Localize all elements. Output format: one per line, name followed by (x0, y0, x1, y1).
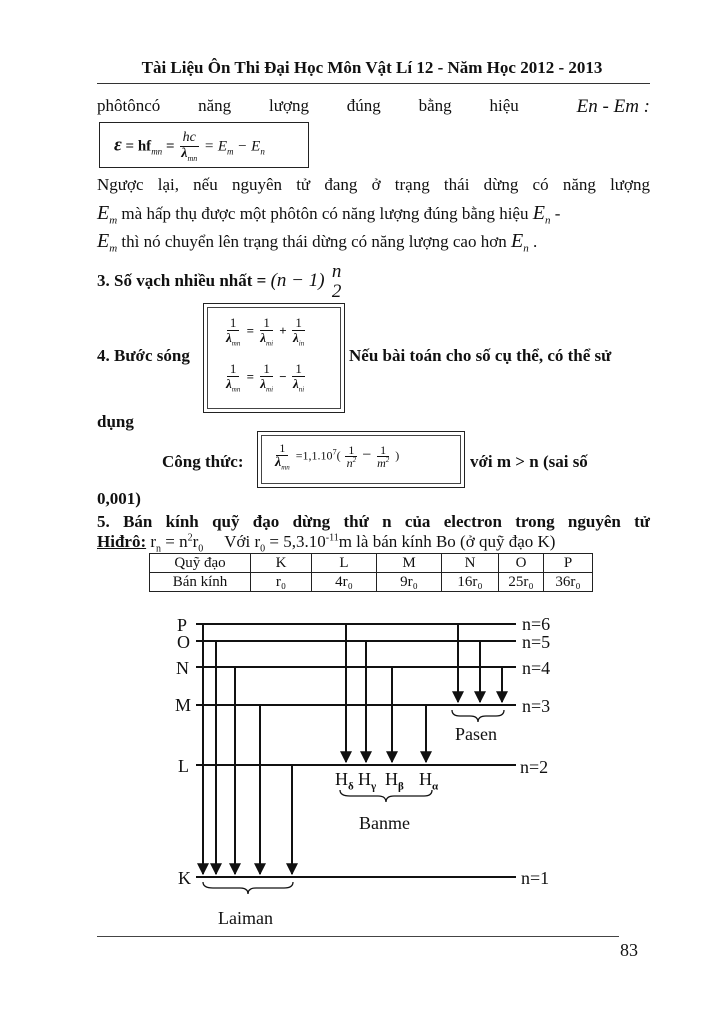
word: bằng (418, 96, 452, 115)
sub: mi (266, 339, 274, 348)
sub: mn (281, 462, 290, 471)
table-cell: O (499, 554, 544, 573)
op: − (279, 368, 287, 384)
level-letter: L (178, 756, 189, 776)
eq2: = (165, 138, 175, 155)
energy-diff: En - Em : (576, 96, 650, 117)
hydro-label: Hiđrô: (97, 532, 147, 551)
table-cell: 9r₀ (377, 573, 442, 592)
minus: − (362, 446, 372, 464)
level-letter: M (175, 695, 192, 715)
photon-energy-formula (114, 131, 265, 163)
sub: n (156, 543, 162, 555)
para2-line3 (97, 230, 650, 254)
page-number: 83 (620, 940, 638, 960)
num: 1 (377, 444, 389, 458)
num: 1 (345, 444, 357, 458)
table-cell: r₀ (251, 573, 312, 592)
sub: δ (348, 780, 354, 793)
formula-cond: với m > n (sai số (470, 452, 588, 471)
sub: n (544, 214, 551, 227)
section3 (97, 262, 344, 302)
r: r (192, 532, 199, 551)
op: + (279, 322, 287, 338)
photon-energy-box (99, 122, 309, 168)
h-line-label (419, 769, 438, 793)
sub: m (109, 242, 118, 255)
paren: ) (395, 448, 400, 463)
sub-n: n (260, 146, 265, 157)
section4-label: 4. Bước sóng (97, 346, 190, 365)
section4-note2: dụng (97, 412, 134, 431)
sub: 0 (198, 543, 204, 555)
num: 1 (276, 442, 288, 456)
formula-label: Công thức: (162, 452, 244, 471)
sub: in (298, 339, 305, 348)
header-rule (97, 83, 650, 84)
level-n: n=3 (522, 696, 551, 716)
level-n: n=4 (522, 658, 551, 678)
page-header: Tài Liệu Ôn Thi Đại Học Môn Vật Lí 12 - Năm Học 2012 - 2013 (141, 58, 603, 77)
text: - (550, 204, 561, 223)
level-letter: K (178, 868, 191, 888)
tail: m là bán kính Bo (ở quỹ đạo K) (338, 532, 556, 551)
rydberg-formula: $\frac{1}{\lambda_{mn}}$ $=1,1.10^7$( $\frac{1}{n^2}$ − $\frac{1}{m^2}$ ) (275, 441, 400, 471)
sub: mn (231, 339, 241, 348)
rydberg-box (257, 431, 465, 488)
wavelength-box (203, 303, 345, 413)
level-n: n=1 (521, 868, 550, 888)
e-symbol: E (510, 230, 524, 252)
epsilon-symbol: ε (114, 134, 122, 156)
section5-title: 5. Bán kính quỹ đạo dừng thứ n của electron trong nguyên tử (97, 512, 650, 531)
coef: =1,1.10 (295, 448, 333, 463)
num: 1 (292, 362, 305, 377)
num: 1 (260, 362, 273, 377)
h-line-label (385, 769, 404, 793)
lyman-brace (203, 882, 293, 894)
para2-line2 (97, 202, 650, 226)
table-row (150, 573, 593, 592)
eq: = n (161, 532, 188, 551)
table-cell: K (251, 554, 312, 573)
word: hiệu (489, 96, 519, 115)
exp: 2 (352, 456, 357, 465)
table-cell: Bán kính (150, 573, 251, 592)
den: n (346, 456, 353, 471)
e-symbol: E (97, 202, 110, 224)
wavelength-inner (207, 307, 341, 409)
sub: α (432, 780, 439, 793)
series-banme: Banme (359, 813, 410, 833)
n-over-2 (329, 262, 345, 302)
minus-e: − E (233, 138, 261, 155)
h: H (358, 769, 371, 789)
exp: 7 (332, 447, 337, 457)
level-n: n=2 (520, 757, 549, 777)
with: Với r (203, 532, 261, 551)
sub: mi (266, 385, 274, 394)
sub: ni (298, 385, 305, 394)
wavelength-formula-1: $\frac{1}{\lambda_{mn}}$ = $\frac{1}{\lambda_{mi}}$ + $\frac{1}{\lambda_{in}}$ (226, 315, 305, 348)
orbit-table (149, 553, 593, 592)
section4-note: Nếu bài toán cho số cụ thể, có thể sử (349, 346, 612, 365)
h: H (419, 769, 432, 789)
sub: mn (231, 385, 241, 394)
sub: 0 (260, 543, 266, 555)
h-line-label (335, 769, 354, 793)
frac-den: 2 (331, 280, 342, 302)
val: = 5,3.10 (265, 532, 326, 551)
table-cell: 36r₀ (544, 573, 593, 592)
table-cell: P (544, 554, 593, 573)
sub-mn: mn (151, 146, 163, 157)
para2-line1: Ngược lại, nếu nguyên tử đang ở trạng thái dừng có năng lượng (97, 175, 650, 194)
rydberg-inner (261, 435, 461, 484)
table-cell: M (377, 554, 442, 573)
word: đúng (346, 96, 381, 115)
table-cell: 25r₀ (499, 573, 544, 592)
table-cell: L (312, 554, 377, 573)
e-symbol: E (97, 230, 110, 252)
wavelength-formula-2: $\frac{1}{\lambda_{mn}}$ = $\frac{1}{\lambda_{mi}}$ − $\frac{1}{\lambda_{ni}}$ (226, 361, 305, 394)
sub: n (523, 242, 529, 255)
line1 (97, 96, 650, 118)
text: thì nó chuyển lên trạng thái dừng có năng lượng cao hơn (117, 232, 511, 251)
h: H (335, 769, 348, 789)
table-cell: Quỹ đạo (150, 554, 251, 573)
level-letter: O (177, 632, 190, 652)
num: 1 (260, 316, 273, 331)
table-row (150, 554, 593, 573)
series-laiman: Laiman (218, 908, 273, 928)
footer-rule (97, 936, 619, 937)
e-symbol: E (532, 202, 545, 224)
hc-text: hc (180, 131, 199, 147)
h: H (385, 769, 398, 789)
sub: β (398, 780, 404, 793)
exp: 2 (385, 456, 390, 465)
level-n: n=6 (522, 614, 551, 634)
hc-over-lambda (178, 131, 200, 163)
table-cell: N (442, 554, 499, 573)
eq1: = hf (125, 138, 152, 155)
num: 1 (227, 316, 240, 331)
level-n: n=5 (522, 632, 551, 652)
table-cell: 4r₀ (312, 573, 377, 592)
level-letter: N (176, 658, 189, 678)
formula-cond2: 0,001) (97, 489, 141, 508)
text: mà hấp thụ được một phôtôn có năng lượng đúng bằng hiệu (117, 204, 533, 223)
sub: γ (371, 780, 377, 793)
h-line-label (358, 769, 376, 793)
sup: 2 (187, 532, 193, 544)
sub-m: m (227, 146, 234, 157)
sub-mn: mn (187, 153, 198, 163)
num: 1 (292, 316, 305, 331)
section5-hydro (97, 532, 555, 554)
num: 1 (227, 362, 240, 377)
series-pasen: Pasen (455, 724, 497, 744)
r: r (150, 532, 157, 551)
lambda-symbol: λ (181, 145, 188, 161)
sup: -11 (325, 532, 339, 544)
text: . (528, 232, 538, 251)
table-cell: 16r₀ (442, 573, 499, 592)
den: m (377, 456, 386, 471)
word: lượng (269, 96, 309, 115)
level-letter: P (177, 615, 188, 635)
word: phôtôncó (97, 96, 161, 115)
sub: m (109, 214, 118, 227)
eq3: = E (204, 138, 228, 155)
paschen-brace (452, 710, 504, 722)
paren: ( (336, 448, 341, 463)
word: năng (198, 96, 232, 115)
frac-num: n (331, 261, 342, 282)
section3-expr: (n − 1) (270, 269, 325, 291)
section3-label: 3. Số vạch nhiều nhất = (97, 270, 271, 290)
